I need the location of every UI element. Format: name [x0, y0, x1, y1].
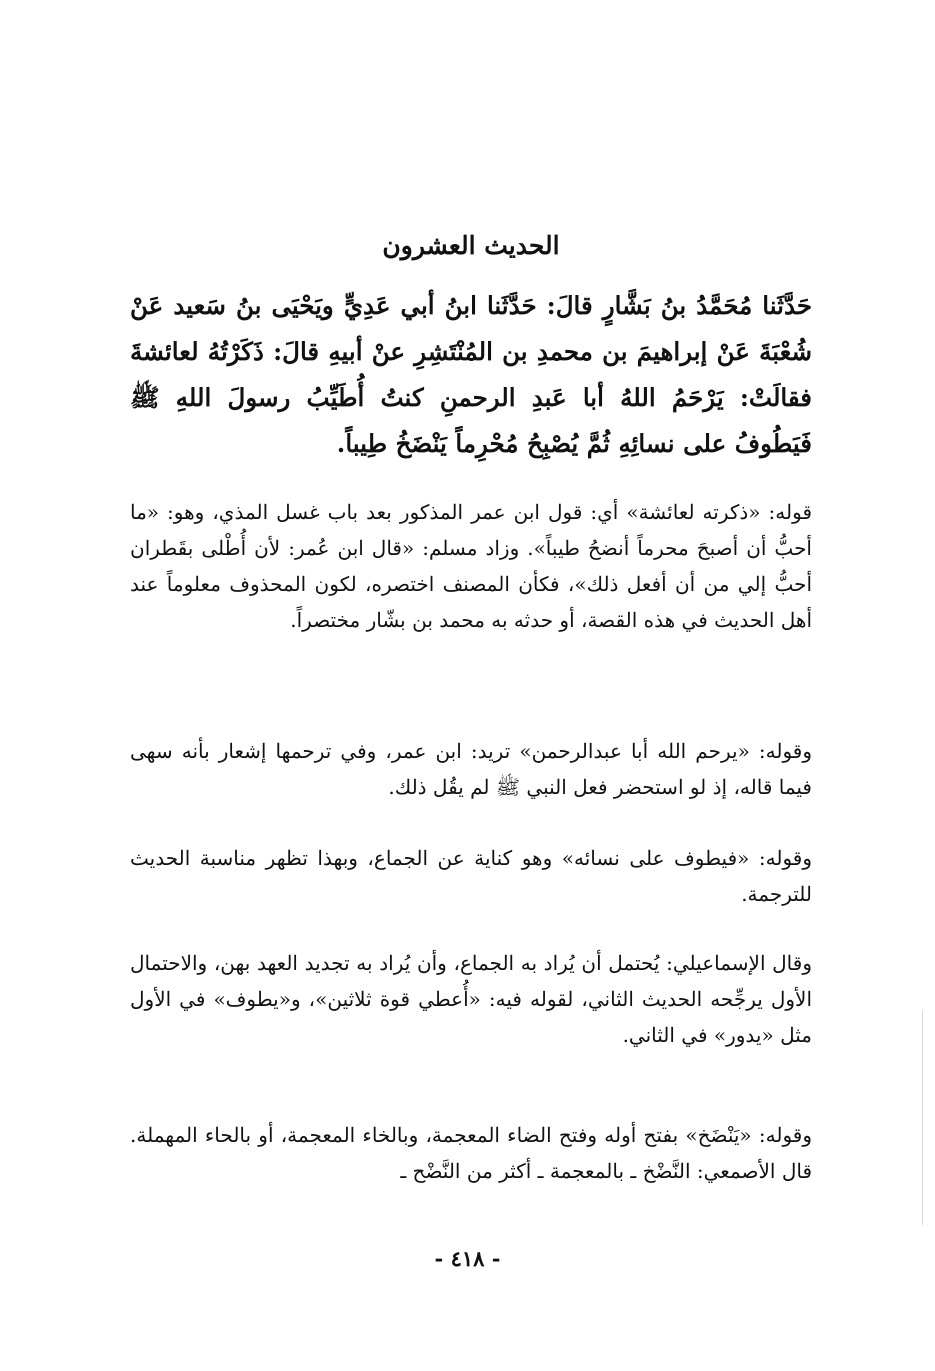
commentary-paragraph: قوله: «ذكرته لعائشة» أي: قول ابن عمر المذكور بعد باب غسل المذي، وهو: «ما أحبُّ أن أصبحَ محرماً أنضحُ طيباً». وزاد مسلم: «قال ابن عُمر: لأن أُطْلى بقَطران أحبُّ إلي من أن أفعل ذلك»، فكأن المصنف اختصره، لكون المحذوف معلوماً عند أهل الحديث في هذه القصة، أو حدثه به محمد بن بشّار مختصراً. — [130, 500, 812, 632]
hadith-text: حَدَّثَنا مُحَمَّدُ بنُ بَشَّارٍ قالَ: حَدَّثَنا ابنُ أبي عَدِيٍّ ويَحْيَى بنُ سَعيد عَنْ شُعْبَةَ عَنْ إبراهيمَ بن محمدِ بن المُنْتَشِرِ عنْ أبيهِ قالَ: ذَكَرْتُهُ لعائشةَ فقالَتْ: يَرْحَمُ اللهُ أبا عَبدِ الرحمنِ كنتُ أُطَيِّبُ رسولَ اللهِ ﷺ فَيَطُوفُ على نسائِهِ ثُمَّ يُصْبِحُ مُحْرِماً يَنْضَخُ طِيباً. — [130, 291, 812, 458]
page-number: - ٤١٨ - — [434, 1246, 501, 1271]
commentary-paragraph: وقوله: «فيطوف على نسائه» وهو كناية عن الجماع، وبهذا تظهر مناسبة الحديث للترجمة. — [130, 846, 812, 906]
commentary-paragraph: وقوله: «يرحم الله أبا عبدالرحمن» تريد: ابن عمر، وفي ترحمها إشعار بأنه سهى فيما قاله، إذ لو استحضر فعل النبي ﷺ لم يقُل ذلك. — [130, 739, 812, 799]
scan-edge-line — [922, 1010, 923, 1225]
commentary-paragraph: وقوله: «يَنْضَخ» بفتح أوله وفتح الضاء المعجمة، وبالخاء المعجمة، أو بالحاء المهملة. قال الأصمعي: النَّضْخ ـ بالمعجمة ـ أكثر من النَّضْح ـ — [130, 1123, 812, 1183]
chapter-title: الحديث العشرون — [382, 231, 560, 260]
commentary-paragraph: وقال الإسماعيلي: يُحتمل أن يُراد به الجماع، وأن يُراد به تجديد العهد بهن، والاحتمال الأول يرجِّحه الحديث الثاني، لقوله فيه: «أُعطي قوة ثلاثين»، و«يطوف» في الأول مثل «يدور» في الثاني. — [130, 951, 812, 1047]
